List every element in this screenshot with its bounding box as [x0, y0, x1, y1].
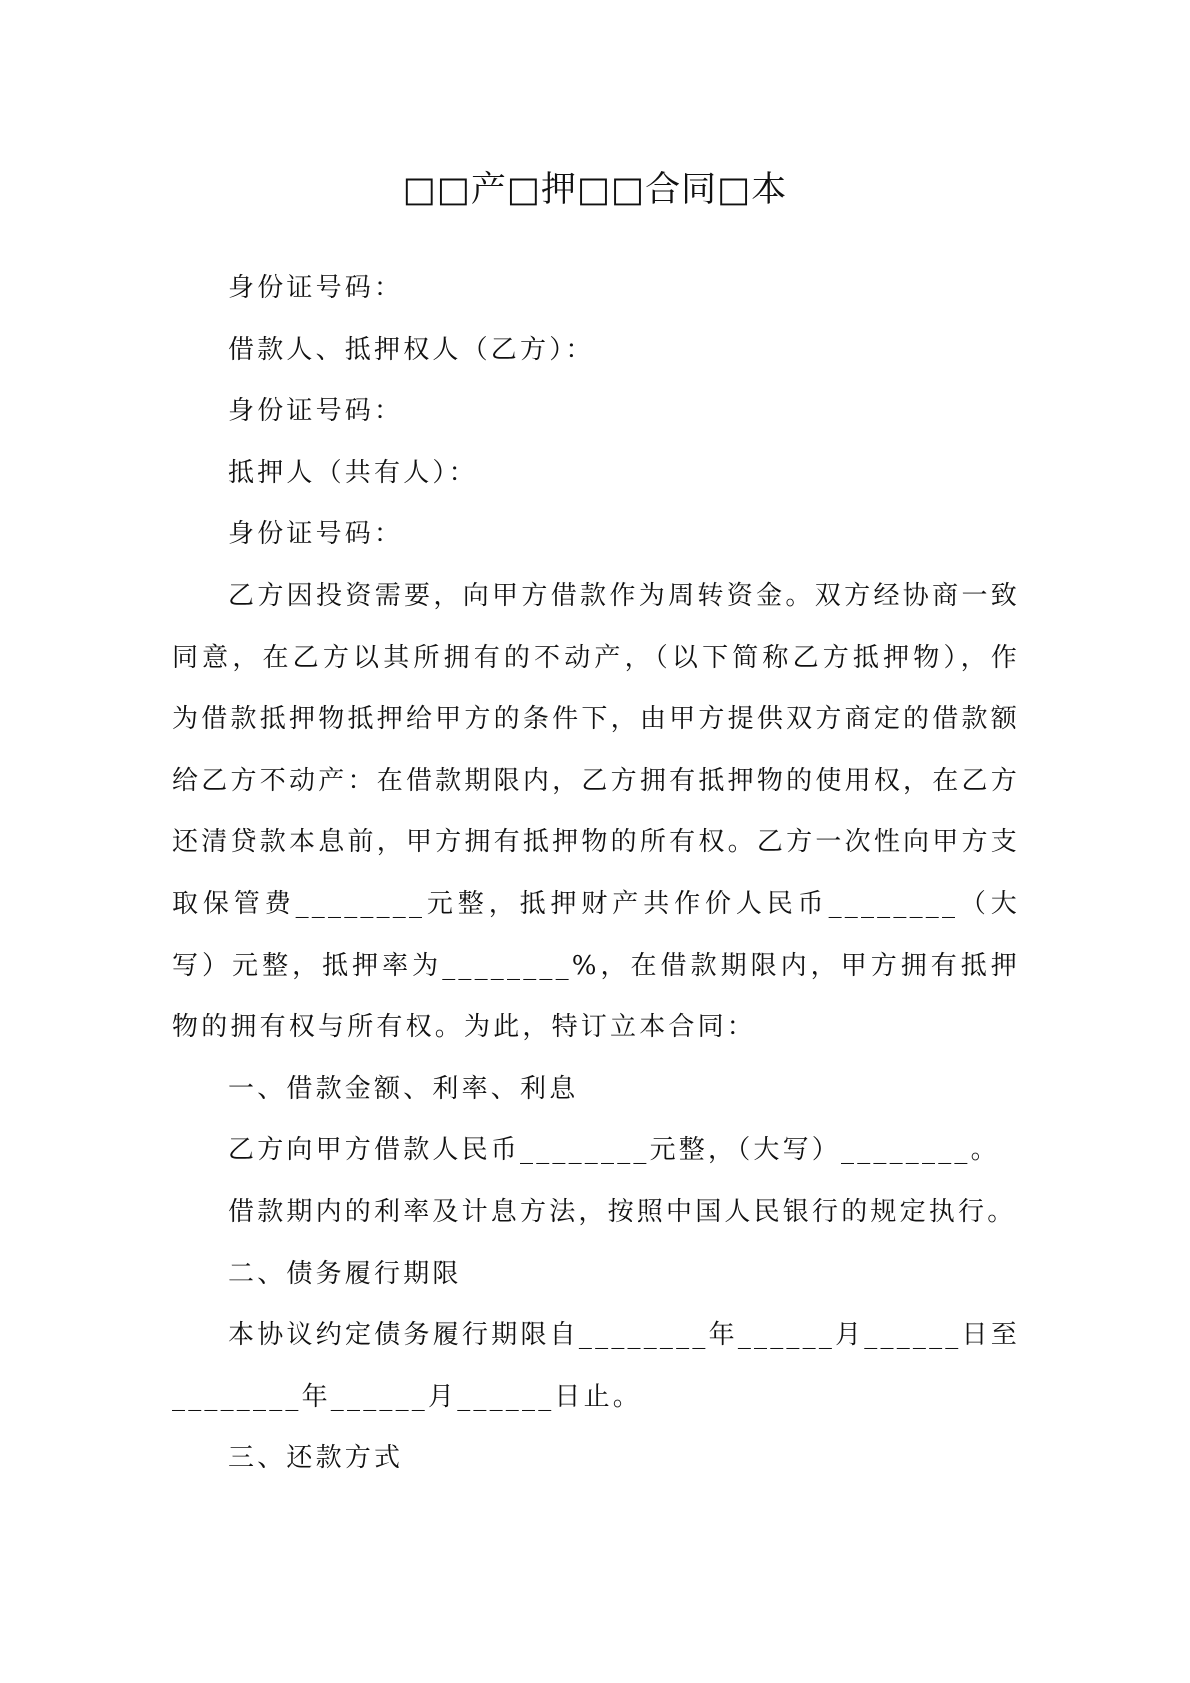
loan-amount-clause: 乙方向甲方借款人民币________元整，（大写）________。 — [228, 1135, 1000, 1166]
document-body — [172, 258, 1020, 1490]
id-number-line-3: 身份证号码： — [228, 519, 404, 550]
id-number-line-2: 身份证号码： — [228, 396, 404, 427]
term-clause: 本协议约定债务履行期限自________年______月______日至________年______月______日止。 — [172, 1320, 1020, 1412]
mortgagor-co-owner-line: 抵押人（共有人）： — [228, 457, 478, 488]
interest-clause: 借款期内的利率及计息方法，按照中国人民银行的规定执行。 — [228, 1196, 1017, 1227]
document-title: □□产□押□□合同□本 — [402, 170, 788, 210]
borrower-mortgagee-line: 借款人、抵押权人（乙方）： — [228, 334, 595, 365]
section-2-heading: 二、债务履行期限 — [228, 1258, 462, 1289]
section-3-heading: 三、还款方式 — [228, 1443, 404, 1474]
preamble-paragraph: 乙方因投资需要，向甲方借款作为周转资金。双方经协商一致同意，在乙方以其所拥有的不动产，（以下简称乙方抵押物），作为借款抵押物抵押给甲方的条件下，由甲方提供双方商定的借款额给乙方不动产：在借款期限内，乙方拥有抵押物的使用权，在乙方还清贷款本息前，甲方拥有抵押物的所有权。乙方一次性向甲方支取保管费________元整，抵押财产共作价人民币________（大写）元整，抵押率为________%，在借款期限内，甲方拥有抵押物的拥有权与所有权。为此，特订立本合同： — [172, 580, 1020, 1043]
section-1-heading: 一、借款金额、利率、利息 — [228, 1073, 579, 1104]
id-number-line-1: 身份证号码： — [228, 273, 404, 303]
